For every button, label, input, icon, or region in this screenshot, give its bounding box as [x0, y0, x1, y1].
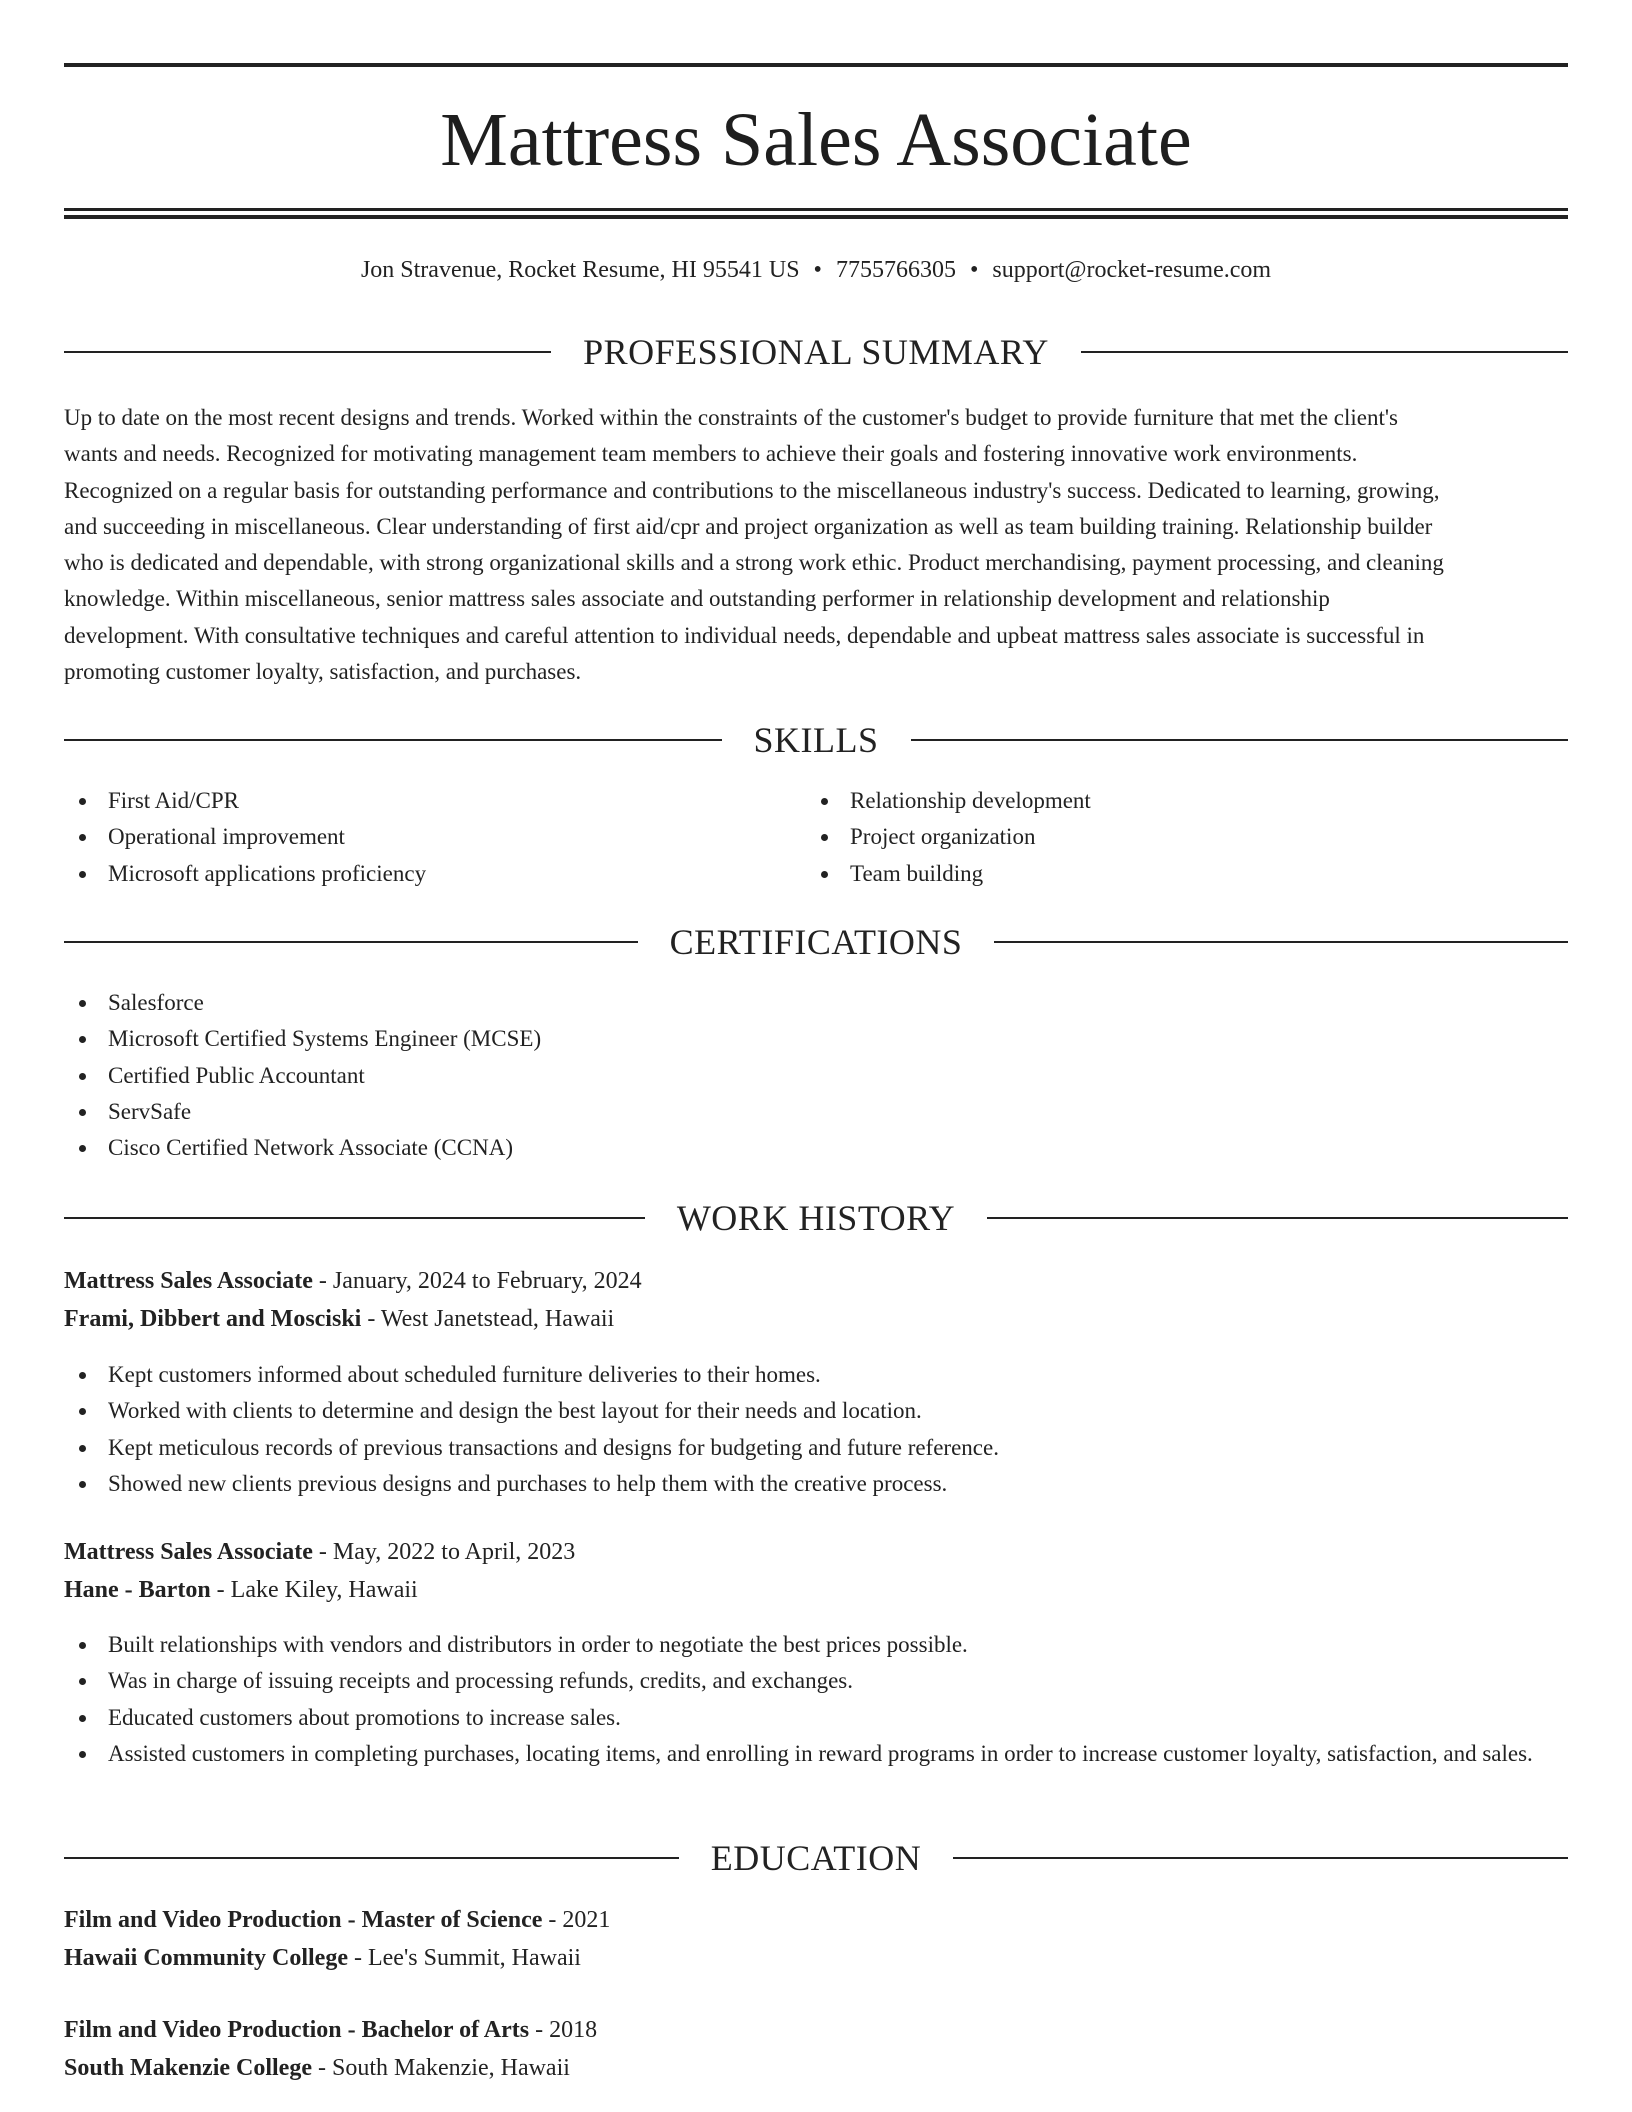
job-bullet: Assisted customers in completing purchases, locating items, and enrolling in reward programs in order to increase customer loyalty, satisfaction, and sales. — [64, 1736, 1568, 1772]
section-rule-right — [994, 941, 1568, 943]
certification-item: Cisco Certified Network Associate (CCNA) — [64, 1130, 1568, 1166]
contact-separator: • — [969, 257, 979, 283]
section-header-skills — [64, 718, 1568, 762]
section-rule-right — [911, 739, 1569, 741]
section-title-summary: PROFESSIONAL SUMMARY — [583, 332, 1049, 372]
skill-item: Microsoft applications proficiency — [64, 856, 764, 892]
summary-line: who is dedicated and dependable, with strong organizational skills and a strong work ethic. Product merchandising, payment processing, and cleaning — [64, 550, 1444, 576]
section-rule-left — [64, 1217, 645, 1219]
job-bullet: Kept customers informed about scheduled furniture deliveries to their homes. — [64, 1357, 1568, 1393]
summary-line: wants and needs. Recognized for motivating management team members to achieve their goals and fostering innovative work environments. — [64, 441, 1358, 467]
education-degree: Film and Video Production - Master of Science — [64, 1907, 543, 1933]
skills-list-right — [806, 783, 1506, 892]
job-bullet: Worked with clients to determine and design the best layout for their needs and location. — [64, 1393, 1568, 1429]
section-rule-right — [987, 1217, 1568, 1219]
education-entry — [64, 2011, 1568, 2087]
section-header-work — [64, 1196, 1568, 1240]
job-bullet: Educated customers about promotions to increase sales. — [64, 1700, 1568, 1736]
section-rule-left — [64, 739, 722, 741]
section-title-work: WORK HISTORY — [676, 1198, 956, 1238]
job-dates: - May, 2022 to April, 2023 — [312, 1539, 576, 1565]
certification-item: Salesforce — [64, 985, 1568, 1021]
section-header-education — [64, 1836, 1568, 1880]
summary-line: Up to date on the most recent designs and trends. Worked within the constraints of the customer's budget to provide furniture that met the client's — [64, 405, 1398, 430]
section-title-skills: SKILLS — [753, 720, 879, 760]
job-dates: - January, 2024 to February, 2024 — [312, 1268, 642, 1294]
skill-item: First Aid/CPR — [64, 783, 764, 819]
education-location: - South Makenzie, Hawaii — [311, 2055, 570, 2081]
top-rule — [64, 63, 1568, 67]
contact-separator: • — [813, 257, 822, 283]
education-school: South Makenzie College — [64, 2055, 312, 2081]
job-location: - Lake Kiley, Hawaii — [210, 1577, 418, 1603]
certification-item: Microsoft Certified Systems Engineer (MCSE) — [64, 1021, 1568, 1057]
education-entry — [64, 1901, 1568, 1977]
education-degree: Film and Video Production - Bachelor of Arts — [64, 2017, 530, 2043]
section-title-education: EDUCATION — [710, 1838, 922, 1878]
contact-phone: 7755766305 — [835, 257, 956, 283]
summary-line: promoting customer loyalty, satisfaction, and purchases. — [64, 659, 582, 685]
job-bullet: Showed new clients previous designs and purchases to help them with the creative process. — [64, 1466, 1568, 1502]
section-rule-left — [64, 351, 551, 353]
job-title-line — [64, 1262, 1568, 1300]
education-year: - 2018 — [529, 2017, 598, 2043]
job-title-line — [64, 1533, 1568, 1571]
title-rule-lower — [64, 215, 1568, 219]
summary-line: knowledge. Within miscellaneous, senior mattress sales associate and outstanding performer in relationship development and relationship — [64, 586, 1330, 612]
job-title: Mattress Sales Associate — [64, 1539, 313, 1565]
section-rule-left — [64, 1857, 679, 1859]
contact-email: support@rocket-resume.com — [992, 257, 1272, 283]
job-company: Hane - Barton — [64, 1577, 211, 1603]
resume-title: Mattress Sales Associate — [440, 98, 1192, 182]
job-company: Frami, Dibbert and Mosciski — [64, 1306, 362, 1332]
skill-item: Project organization — [806, 819, 1506, 855]
job-bullets — [64, 1357, 1568, 1502]
job-company-line — [64, 1300, 1568, 1338]
job-bullet: Built relationships with vendors and distributors in order to negotiate the best prices possible. — [64, 1627, 1568, 1663]
skill-item: Operational improvement — [64, 819, 764, 855]
summary-line: development. With consultative techniques and careful attention to individual needs, dependable and upbeat mattress sales associate is successful in — [64, 622, 1425, 648]
education-degree-line — [64, 2011, 1568, 2049]
job-title: Mattress Sales Associate — [64, 1268, 313, 1294]
job-location: - West Janetstead, Hawaii — [361, 1306, 615, 1332]
education-school: Hawaii Community College — [64, 1945, 348, 1971]
skill-item: Relationship development — [806, 783, 1506, 819]
certifications-list — [64, 985, 1568, 1166]
skills-list-left — [64, 783, 764, 892]
job-entry — [64, 1533, 1568, 1609]
job-bullet: Kept meticulous records of previous transactions and designs for budgeting and future reference. — [64, 1430, 1568, 1466]
contact-line — [64, 253, 1568, 287]
job-bullets — [64, 1627, 1568, 1772]
certification-item: Certified Public Accountant — [64, 1058, 1568, 1094]
education-school-line — [64, 2049, 1568, 2087]
summary-paragraph — [64, 400, 1568, 690]
education-school-line — [64, 1939, 1568, 1977]
summary-line: and succeeding in miscellaneous. Clear understanding of first aid/cpr and project organization as well as team building training. Relationship builder — [64, 513, 1433, 539]
education-location: - Lee's Summit, Hawaii — [347, 1945, 581, 1971]
section-title-certifications: CERTIFICATIONS — [669, 922, 963, 962]
section-rule-left — [64, 941, 638, 943]
education-degree-line — [64, 1901, 1568, 1939]
job-company-line — [64, 1571, 1568, 1609]
section-header-summary — [64, 330, 1568, 374]
contact-address: Jon Stravenue, Rocket Resume, HI 95541 US — [360, 257, 800, 283]
section-rule-right — [1081, 351, 1568, 353]
section-rule-right — [953, 1857, 1568, 1859]
job-bullet: Was in charge of issuing receipts and processing refunds, credits, and exchanges. — [64, 1663, 1568, 1699]
skill-item: Team building — [806, 856, 1506, 892]
education-year: - 2021 — [542, 1907, 611, 1933]
summary-line: Recognized on a regular basis for outstanding performance and contributions to the miscellaneous industry's success. Dedicated to learning, growing, — [64, 477, 1440, 503]
section-header-certifications — [64, 920, 1568, 964]
certification-item: ServSafe — [64, 1094, 1568, 1130]
job-entry — [64, 1262, 1568, 1338]
title-rule-upper — [64, 208, 1568, 211]
